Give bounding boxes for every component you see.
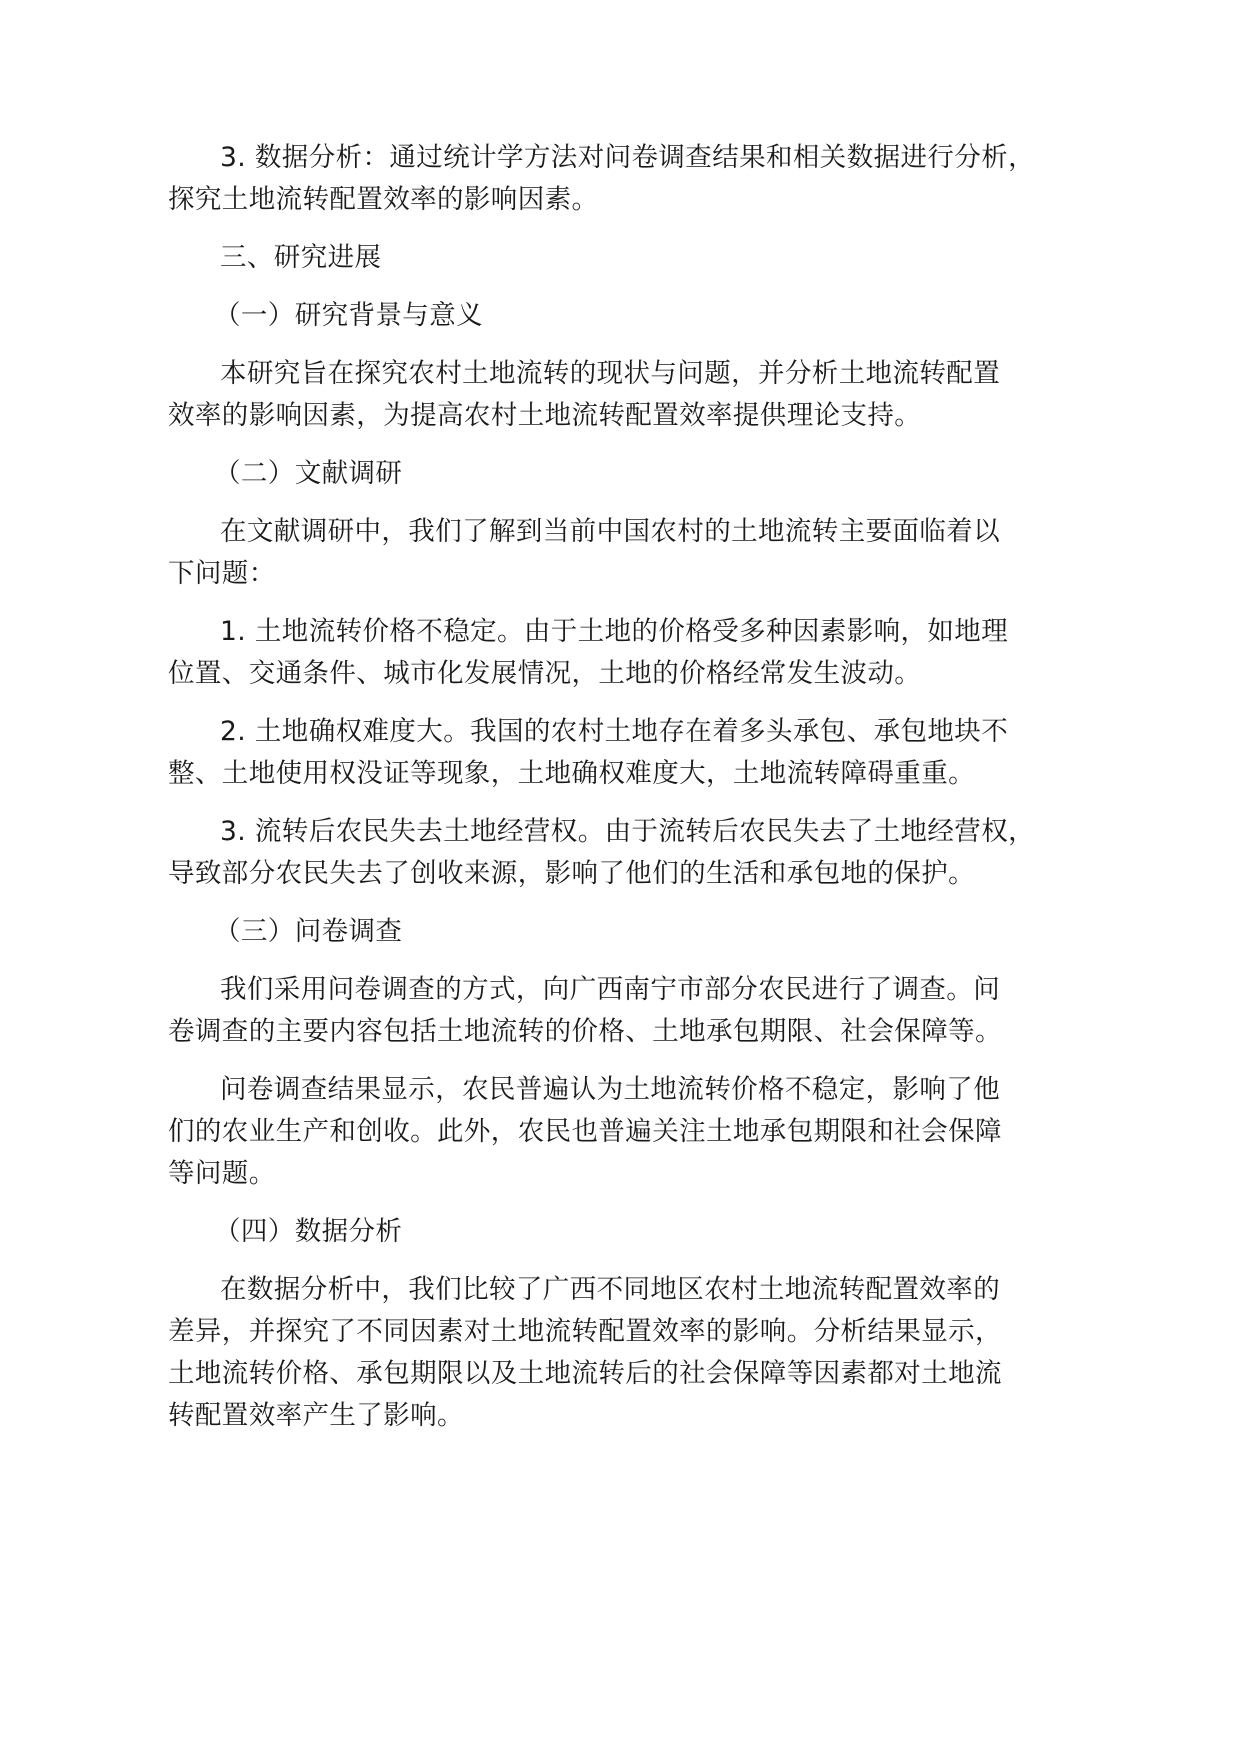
text-line: 探究土地流转配置效率的影响因素。 — [168, 184, 599, 215]
text-line: 1. 土地流转价格不稳定。由于土地的价格受多种因素影响，如地理 — [220, 616, 1009, 647]
text-line: （一）研究背景与意义 — [214, 300, 483, 331]
text-line: 转配置效率产生了影响。 — [168, 1400, 464, 1431]
text-line: （四）数据分析 — [214, 1216, 403, 1247]
text-line: 效率的影响因素，为提高农村土地流转配置效率提供理论支持。 — [168, 400, 922, 431]
text-line: 三、研究进展 — [220, 242, 382, 273]
text-line: 本研究旨在探究农村土地流转的现状与问题，并分析土地流转配置 — [220, 358, 1001, 389]
text-line: 3. 流转后农民失去土地经营权。由于流转后农民失去了土地经营权， — [220, 816, 1036, 847]
text-line: 问卷调查结果显示，农民普遍认为土地流转价格不稳定，影响了他 — [220, 1074, 1001, 1105]
text-line: 3. 数据分析：通过统计学方法对问卷调查结果和相关数据进行分析， — [220, 142, 1036, 173]
text-line: （二）文献调研 — [214, 458, 403, 489]
text-line: （三）问卷调查 — [214, 916, 403, 947]
text-line: 2. 土地确权难度大。我国的农村土地存在着多头承包、承包地块不 — [220, 716, 1009, 747]
text-line: 们的农业生产和创收。此外，农民也普遍关注土地承包期限和社会保障 — [168, 1116, 1002, 1147]
text-line: 在文献调研中，我们了解到当前中国农村的土地流转主要面临着以 — [220, 516, 1001, 547]
text-line: 我们采用问卷调查的方式，向广西南宁市部分农民进行了调查。问 — [220, 974, 1001, 1005]
text-line: 位置、交通条件、城市化发展情况，土地的价格经常发生波动。 — [168, 658, 922, 689]
text-line: 导致部分农民失去了创收来源，影响了他们的生活和承包地的保护。 — [168, 858, 975, 889]
text-line: 在数据分析中，我们比较了广西不同地区农村土地流转配置效率的 — [220, 1274, 1001, 1305]
text-line: 差异，并探究了不同因素对土地流转配置效率的影响。分析结果显示， — [168, 1316, 1002, 1347]
text-line: 整、土地使用权没证等现象，土地确权难度大，土地流转障碍重重。 — [168, 758, 975, 789]
text-line: 卷调查的主要内容包括土地流转的价格、土地承包期限、社会保障等。 — [168, 1016, 1002, 1047]
text-line: 等问题。 — [168, 1158, 276, 1189]
text-line: 下问题： — [168, 558, 276, 589]
text-line: 土地流转价格、承包期限以及土地流转后的社会保障等因素都对土地流 — [168, 1358, 1002, 1389]
